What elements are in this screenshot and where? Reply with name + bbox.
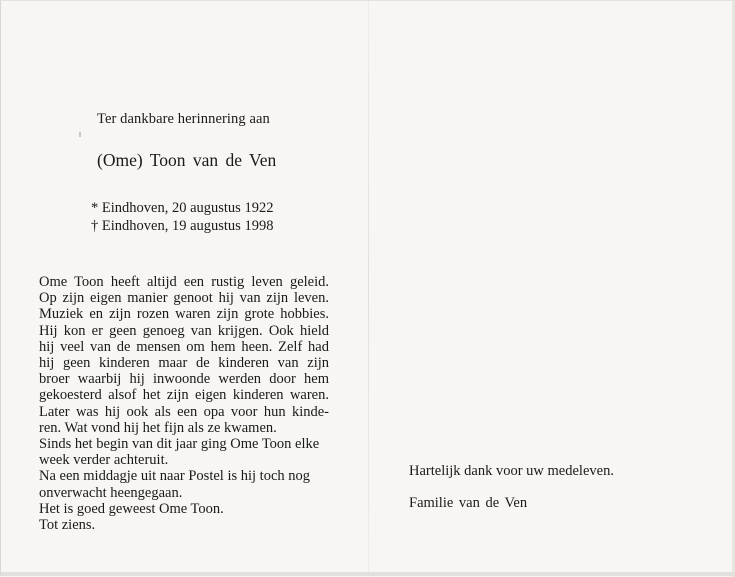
tribute-line: ren. Wat vond hij het fijn als ze kwamen. (39, 419, 277, 436)
tribute-line: Het is goed geweest Ome Toon. (39, 500, 224, 517)
tribute-line: Tot ziens. (39, 517, 96, 534)
birth-date: * Eindhoven, 20 augustus 1922 (91, 200, 274, 216)
tribute-text (39, 274, 329, 533)
life-dates (91, 199, 273, 235)
fold-line (368, 1, 369, 577)
family-signature: Familie van de Ven (409, 495, 528, 511)
thanks-text: Hartelijk dank voor uw medeleven. (409, 463, 614, 479)
tribute-line: onverwacht heengegaan. (39, 484, 183, 501)
intro-text: Ter dankbare herinnering aan (97, 111, 270, 127)
death-date: † Eindhoven, 19 augustus 1998 (91, 218, 274, 234)
tribute-line: Na een middagje uit naar Postel is hij toch nog (39, 468, 311, 485)
fold-mark (79, 132, 81, 137)
tribute-line: Op zijn eigen manier genoot hij van zijn leven. (39, 290, 329, 307)
tribute-line: broer waarbij hij inwoonde werden door hem (39, 371, 329, 388)
tribute-line: Ome Toon heeft altijd een rustig leven geleid. (39, 274, 329, 290)
deceased-name: (Ome) Toon van de Ven (97, 150, 277, 170)
tribute-line: Muziek en zijn rozen waren zijn grote hobbies. (39, 306, 329, 323)
tribute-line: gekoesterd alsof het zijn eigen kinderen waren. (39, 387, 329, 404)
tribute-line: Later was hij ook als een opa voor hun kinde- (39, 403, 329, 420)
tribute-line: hij geen kinderen maar de kinderen van zijn (39, 355, 329, 372)
card-edge-bottom (1, 572, 735, 576)
tribute-line: Hij kon er geen genoeg van krijgen. Ook hield (39, 322, 329, 339)
tribute-line: week verder achteruit. (39, 452, 169, 469)
tribute-line: Sinds het begin van dit jaar ging Ome Toon elke (39, 436, 320, 453)
tribute-line: hij veel van de mensen om hem heen. Zelf had (39, 338, 329, 355)
